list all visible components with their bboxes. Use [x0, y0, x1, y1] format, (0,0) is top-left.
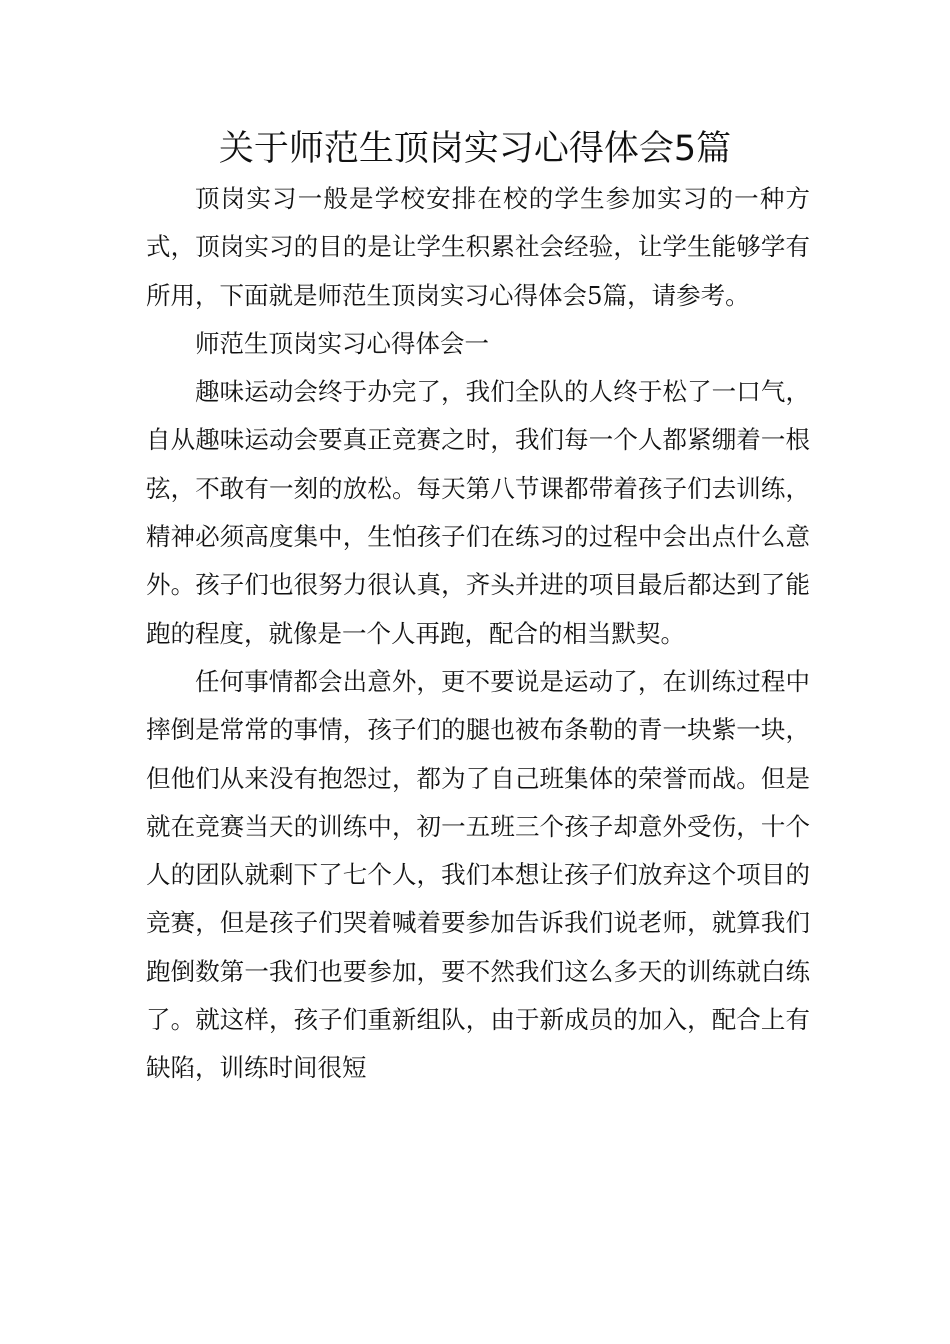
intro-paragraph: 顶岗实习一般是学校安排在校的学生参加实习的一种方式，顶岗实习的目的是让学生积累社会经验，让学生能够学有所用，下面就是师范生顶岗实习心得体会5篇，请参考。 [146, 184, 810, 310]
document-body [146, 175, 810, 1093]
document-title: 关于师范生顶岗实习心得体会5篇 [218, 129, 732, 169]
section-heading: 师范生顶岗实习心得体会一 [195, 328, 489, 358]
body-paragraph: 趣味运动会终于办完了，我们全队的人终于松了一口气，自从趣味运动会要真正竞赛之时，我们每一个人都紧绷着一根弦，不敢有一刻的放松。每天第八节课都带着孩子们去训练，精神必须高度集中，生怕孩子们在练习的过程中会出点什么意外。孩子们也很努力很认真，齐头并进的项目最后都达到了能跑的程度，就像是一个人再跑，配合的相当默契。 [146, 377, 810, 648]
body-paragraph: 任何事情都会出意外，更不要说是运动了，在训练过程中摔倒是常常的事情，孩子们的腿也被布条勒的青一块紫一块，但他们从来没有抱怨过，都为了自己班集体的荣誉而战。但是就在竞赛当天的训练中，初一五班三个孩子却意外受伤，十个人的团队就剩下了七个人，我们本想让孩子们放弃这个项目的竞赛，但是孩子们哭着喊着要参加告诉我们说老师，就算我们跑倒数第一我们也要参加，要不然我们这么多天的训练就白练了。就这样，孩子们重新组队，由于新成员的加入，配合上有缺陷，训练时间很短 [146, 666, 810, 1083]
